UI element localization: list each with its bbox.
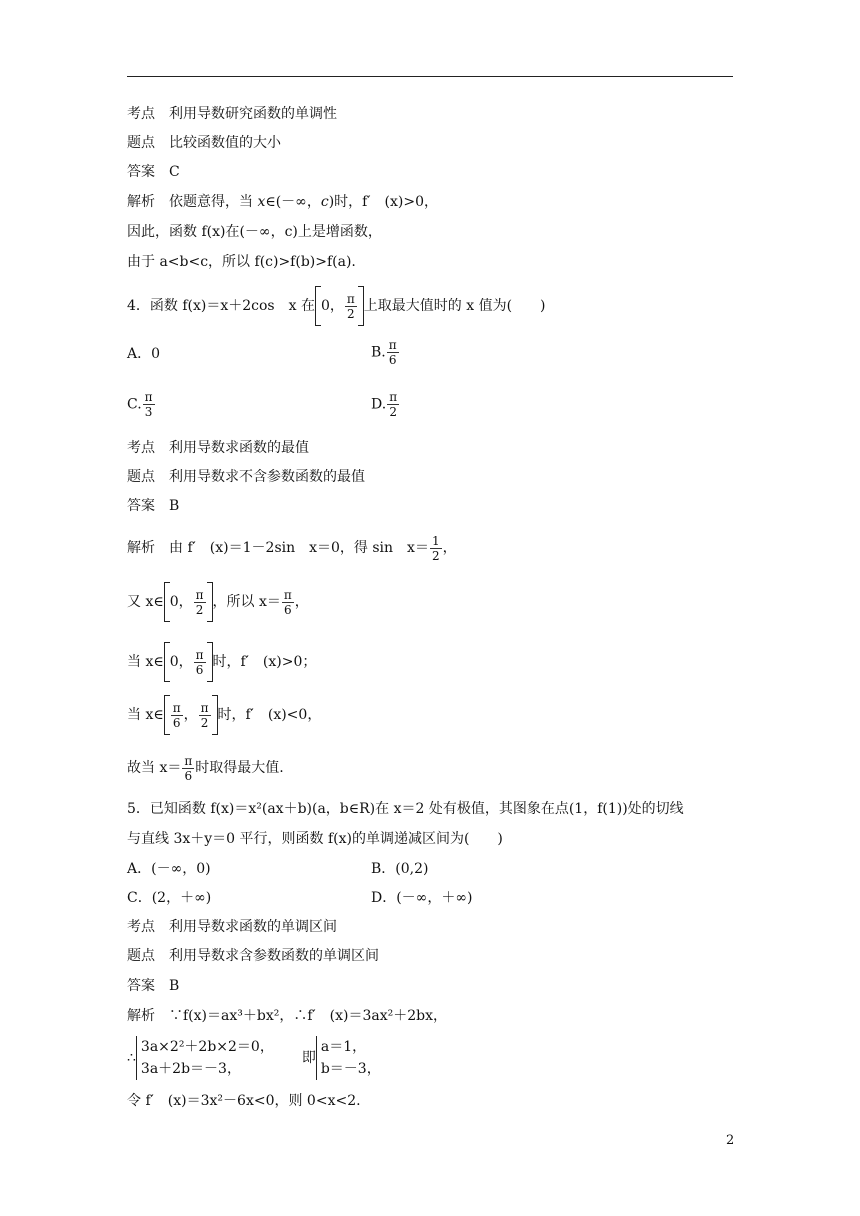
option-a: A．0 bbox=[127, 346, 161, 362]
solution-line-1 bbox=[127, 530, 457, 566]
text: 解析 依题意得，当 bbox=[127, 194, 258, 210]
num: π bbox=[388, 338, 397, 352]
fraction bbox=[387, 338, 399, 367]
num: π bbox=[283, 587, 292, 602]
num: π bbox=[184, 753, 193, 768]
solution-5-line-1: 解析 ∵f(x)＝ax³＋bx²，∴f′ (x)＝3ax²＋2bx， bbox=[127, 1008, 448, 1024]
text: 故当 x＝ bbox=[127, 760, 182, 776]
text: 0， bbox=[169, 594, 193, 610]
den: 6 bbox=[184, 768, 193, 783]
equation-system-1 bbox=[136, 1036, 274, 1080]
interval bbox=[170, 695, 212, 735]
kaodian-line: 考点 利用导数研究函数的单调性 bbox=[127, 106, 337, 122]
text: 0， bbox=[320, 298, 344, 314]
text: ， bbox=[294, 594, 309, 610]
fraction bbox=[387, 390, 399, 419]
fraction bbox=[194, 648, 206, 677]
den: 6 bbox=[172, 715, 181, 730]
question-5-line-2: 与直线 3x＋y＝0 平行，则函数 f(x)的单调递减区间为( ) bbox=[127, 831, 503, 847]
eq: 3a＋2b＝－3， bbox=[140, 1061, 241, 1077]
text: 当 x∈ bbox=[127, 707, 164, 723]
tidian-4: 题点 利用导数求不含参数函数的最值 bbox=[127, 469, 365, 485]
analysis-line-3: 由于 a<b<c，所以 f(c)>f(b)>f(a). bbox=[127, 254, 356, 270]
text: ， bbox=[442, 540, 457, 556]
option-5d: D．(－∞，＋∞) bbox=[371, 890, 473, 906]
fraction bbox=[182, 754, 194, 783]
den: 2 bbox=[347, 306, 355, 321]
text: 时，f′ (x)<0， bbox=[217, 707, 322, 723]
den: 2 bbox=[431, 548, 440, 563]
num: π bbox=[346, 291, 355, 306]
den: 3 bbox=[144, 405, 153, 419]
equation-system-2 bbox=[316, 1036, 381, 1080]
eq: 3a×2²＋2b×2＝0， bbox=[140, 1039, 274, 1055]
eq: a＝1， bbox=[320, 1039, 367, 1055]
den: 2 bbox=[200, 715, 209, 730]
option-d bbox=[371, 390, 400, 419]
text: ，所以 x＝ bbox=[212, 594, 281, 610]
label: D. bbox=[371, 396, 387, 413]
solution-line-4 bbox=[127, 695, 321, 735]
text: ∈(－∞， bbox=[265, 194, 321, 210]
num: π bbox=[172, 700, 181, 715]
interval bbox=[321, 286, 358, 326]
num: π bbox=[195, 587, 204, 602]
den: 6 bbox=[195, 662, 204, 677]
page-number: 2 bbox=[726, 1133, 735, 1148]
option-5b: B．(0,2) bbox=[371, 861, 429, 877]
tidian-5: 题点 利用导数求含参数函数的单调区间 bbox=[127, 948, 379, 964]
num: π bbox=[195, 647, 204, 662]
text: 又 x∈ bbox=[127, 594, 164, 610]
text: 时，f′ (x)>0； bbox=[212, 654, 317, 670]
fraction bbox=[282, 588, 294, 617]
option-b bbox=[371, 338, 400, 367]
question-5-line-1: 5．已知函数 f(x)＝x²(ax＋b)(a，b∈R)在 x＝2 处有极值，其图象在点(1，f(1))处的切线 bbox=[127, 801, 684, 817]
solution-5-line-3: 令 f′ (x)＝3x²－6x<0，则 0<x<2. bbox=[127, 1093, 361, 1109]
text: 时取得最大值. bbox=[195, 760, 284, 776]
text: 即 bbox=[301, 1050, 316, 1066]
fraction bbox=[143, 390, 155, 419]
den: 2 bbox=[195, 602, 204, 617]
den: 2 bbox=[389, 405, 397, 419]
eq: b＝－3， bbox=[320, 1061, 381, 1077]
interval bbox=[170, 642, 207, 682]
var: c bbox=[320, 194, 329, 210]
tidian-line: 题点 比较函数值的大小 bbox=[127, 135, 281, 151]
num: 1 bbox=[431, 533, 440, 548]
den: 6 bbox=[284, 602, 292, 617]
option-5c: C．(2，＋∞) bbox=[127, 890, 212, 906]
solution-line-5 bbox=[127, 750, 284, 786]
solution-5-system bbox=[127, 1036, 381, 1080]
text: 当 x∈ bbox=[127, 654, 164, 670]
fraction bbox=[345, 292, 357, 321]
option-c bbox=[127, 390, 156, 419]
question-4 bbox=[127, 286, 546, 326]
label: C. bbox=[127, 396, 142, 413]
fraction bbox=[430, 534, 442, 563]
fraction bbox=[199, 701, 211, 730]
kaodian-4: 考点 利用导数求函数的最值 bbox=[127, 440, 309, 456]
text: ∴ bbox=[127, 1050, 136, 1066]
num: π bbox=[389, 390, 398, 404]
text: 0， bbox=[169, 654, 193, 670]
analysis-line-2: 因此，函数 f(x)在(－∞，c)上是增函数， bbox=[127, 224, 382, 240]
label: B. bbox=[371, 344, 386, 361]
den: 6 bbox=[388, 353, 397, 367]
text: )时， bbox=[328, 194, 363, 210]
var: x bbox=[257, 194, 266, 210]
interval bbox=[170, 582, 207, 622]
fraction bbox=[171, 701, 183, 730]
kaodian-5: 考点 利用导数求函数的单调区间 bbox=[127, 919, 337, 935]
text: ， bbox=[183, 707, 198, 723]
answer-line: 答案 C bbox=[127, 164, 180, 180]
text: 4．函数 f(x)＝x＋2cos x 在 bbox=[127, 298, 315, 314]
header-rule bbox=[127, 76, 733, 77]
num: π bbox=[144, 390, 153, 404]
text: f′ (x)>0， bbox=[362, 194, 438, 210]
answer-4: 答案 B bbox=[127, 498, 180, 514]
answer-5: 答案 B bbox=[127, 978, 180, 994]
fraction bbox=[194, 588, 206, 617]
num: π bbox=[200, 700, 209, 715]
solution-line-2 bbox=[127, 582, 309, 622]
analysis-line bbox=[127, 193, 438, 211]
text: 上取最大值时的 x 值为( ) bbox=[363, 298, 546, 314]
option-5a: A．(－∞，0) bbox=[127, 861, 211, 877]
text: 解析 由 f′ (x)＝1－2sin x＝0，得 sin x＝ bbox=[127, 540, 429, 556]
solution-line-3 bbox=[127, 642, 316, 682]
